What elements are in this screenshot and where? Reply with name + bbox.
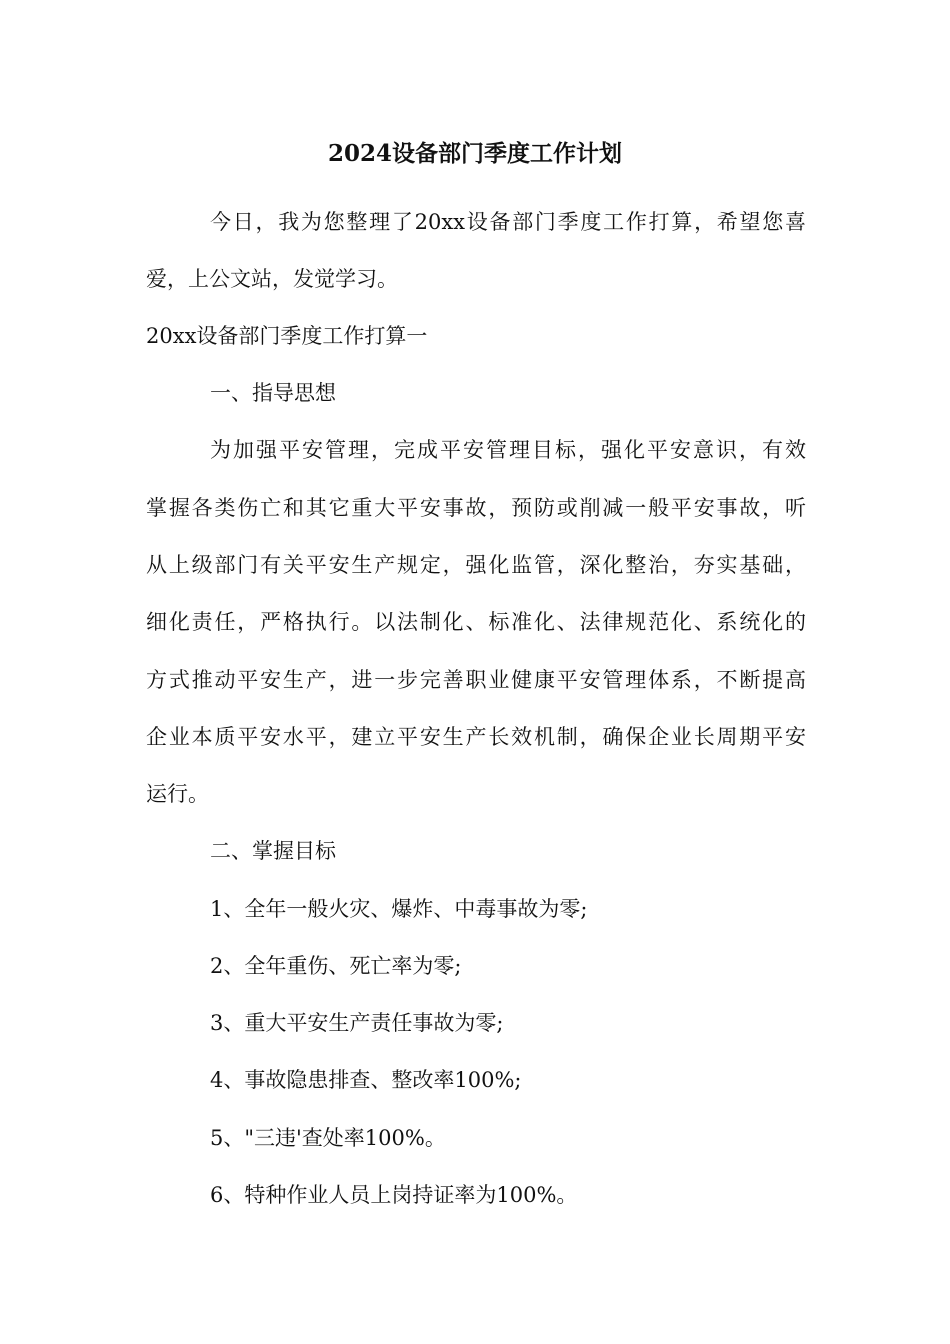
section-heading-guiding-ideology: 一、指导思想: [210, 381, 336, 405]
target-item-2: 2、全年重伤、死亡率为零;: [210, 954, 462, 978]
target-item-1: 1、全年一般火灾、爆炸、中毒事故为零;: [210, 897, 588, 921]
section1-line-4: 细化责任，严格执行。以法制化、标准化、法律规范化、系统化的: [146, 610, 806, 634]
document-subtitle: 20xx设备部门季度工作打算一: [146, 324, 428, 348]
section1-line-6: 企业本质平安水平，建立平安生产长效机制，确保企业长周期平安: [146, 725, 806, 749]
target-item-5: 5、"三违'查处率100%。: [210, 1126, 446, 1150]
document-title: 2024设备部门季度工作计划: [327, 140, 622, 167]
section1-line-5: 方式推动平安生产，进一步完善职业健康平安管理体系，不断提高: [146, 668, 806, 692]
target-item-6: 6、特种作业人员上岗持证率为100%。: [210, 1183, 578, 1207]
intro-line-1: 今日，我为您整理了20xx设备部门季度工作打算，希望您喜: [210, 210, 806, 234]
section1-line-3: 从上级部门有关平安生产规定，强化监管，深化整治，夯实基础，: [146, 553, 806, 577]
section1-line-2: 掌握各类伤亡和其它重大平安事故，预防或削减一般平安事故，听: [146, 496, 806, 520]
section-heading-control-targets: 二、掌握目标: [210, 839, 336, 863]
target-item-3: 3、重大平安生产责任事故为零;: [210, 1011, 504, 1035]
section1-line-7: 运行。: [146, 782, 209, 806]
section1-line-1: 为加强平安管理，完成平安管理目标，强化平安意识，有效: [210, 438, 806, 462]
target-item-4: 4、事故隐患排查、整改率100%;: [210, 1068, 522, 1092]
intro-line-2: 爱，上公文站，发觉学习。: [146, 267, 398, 291]
